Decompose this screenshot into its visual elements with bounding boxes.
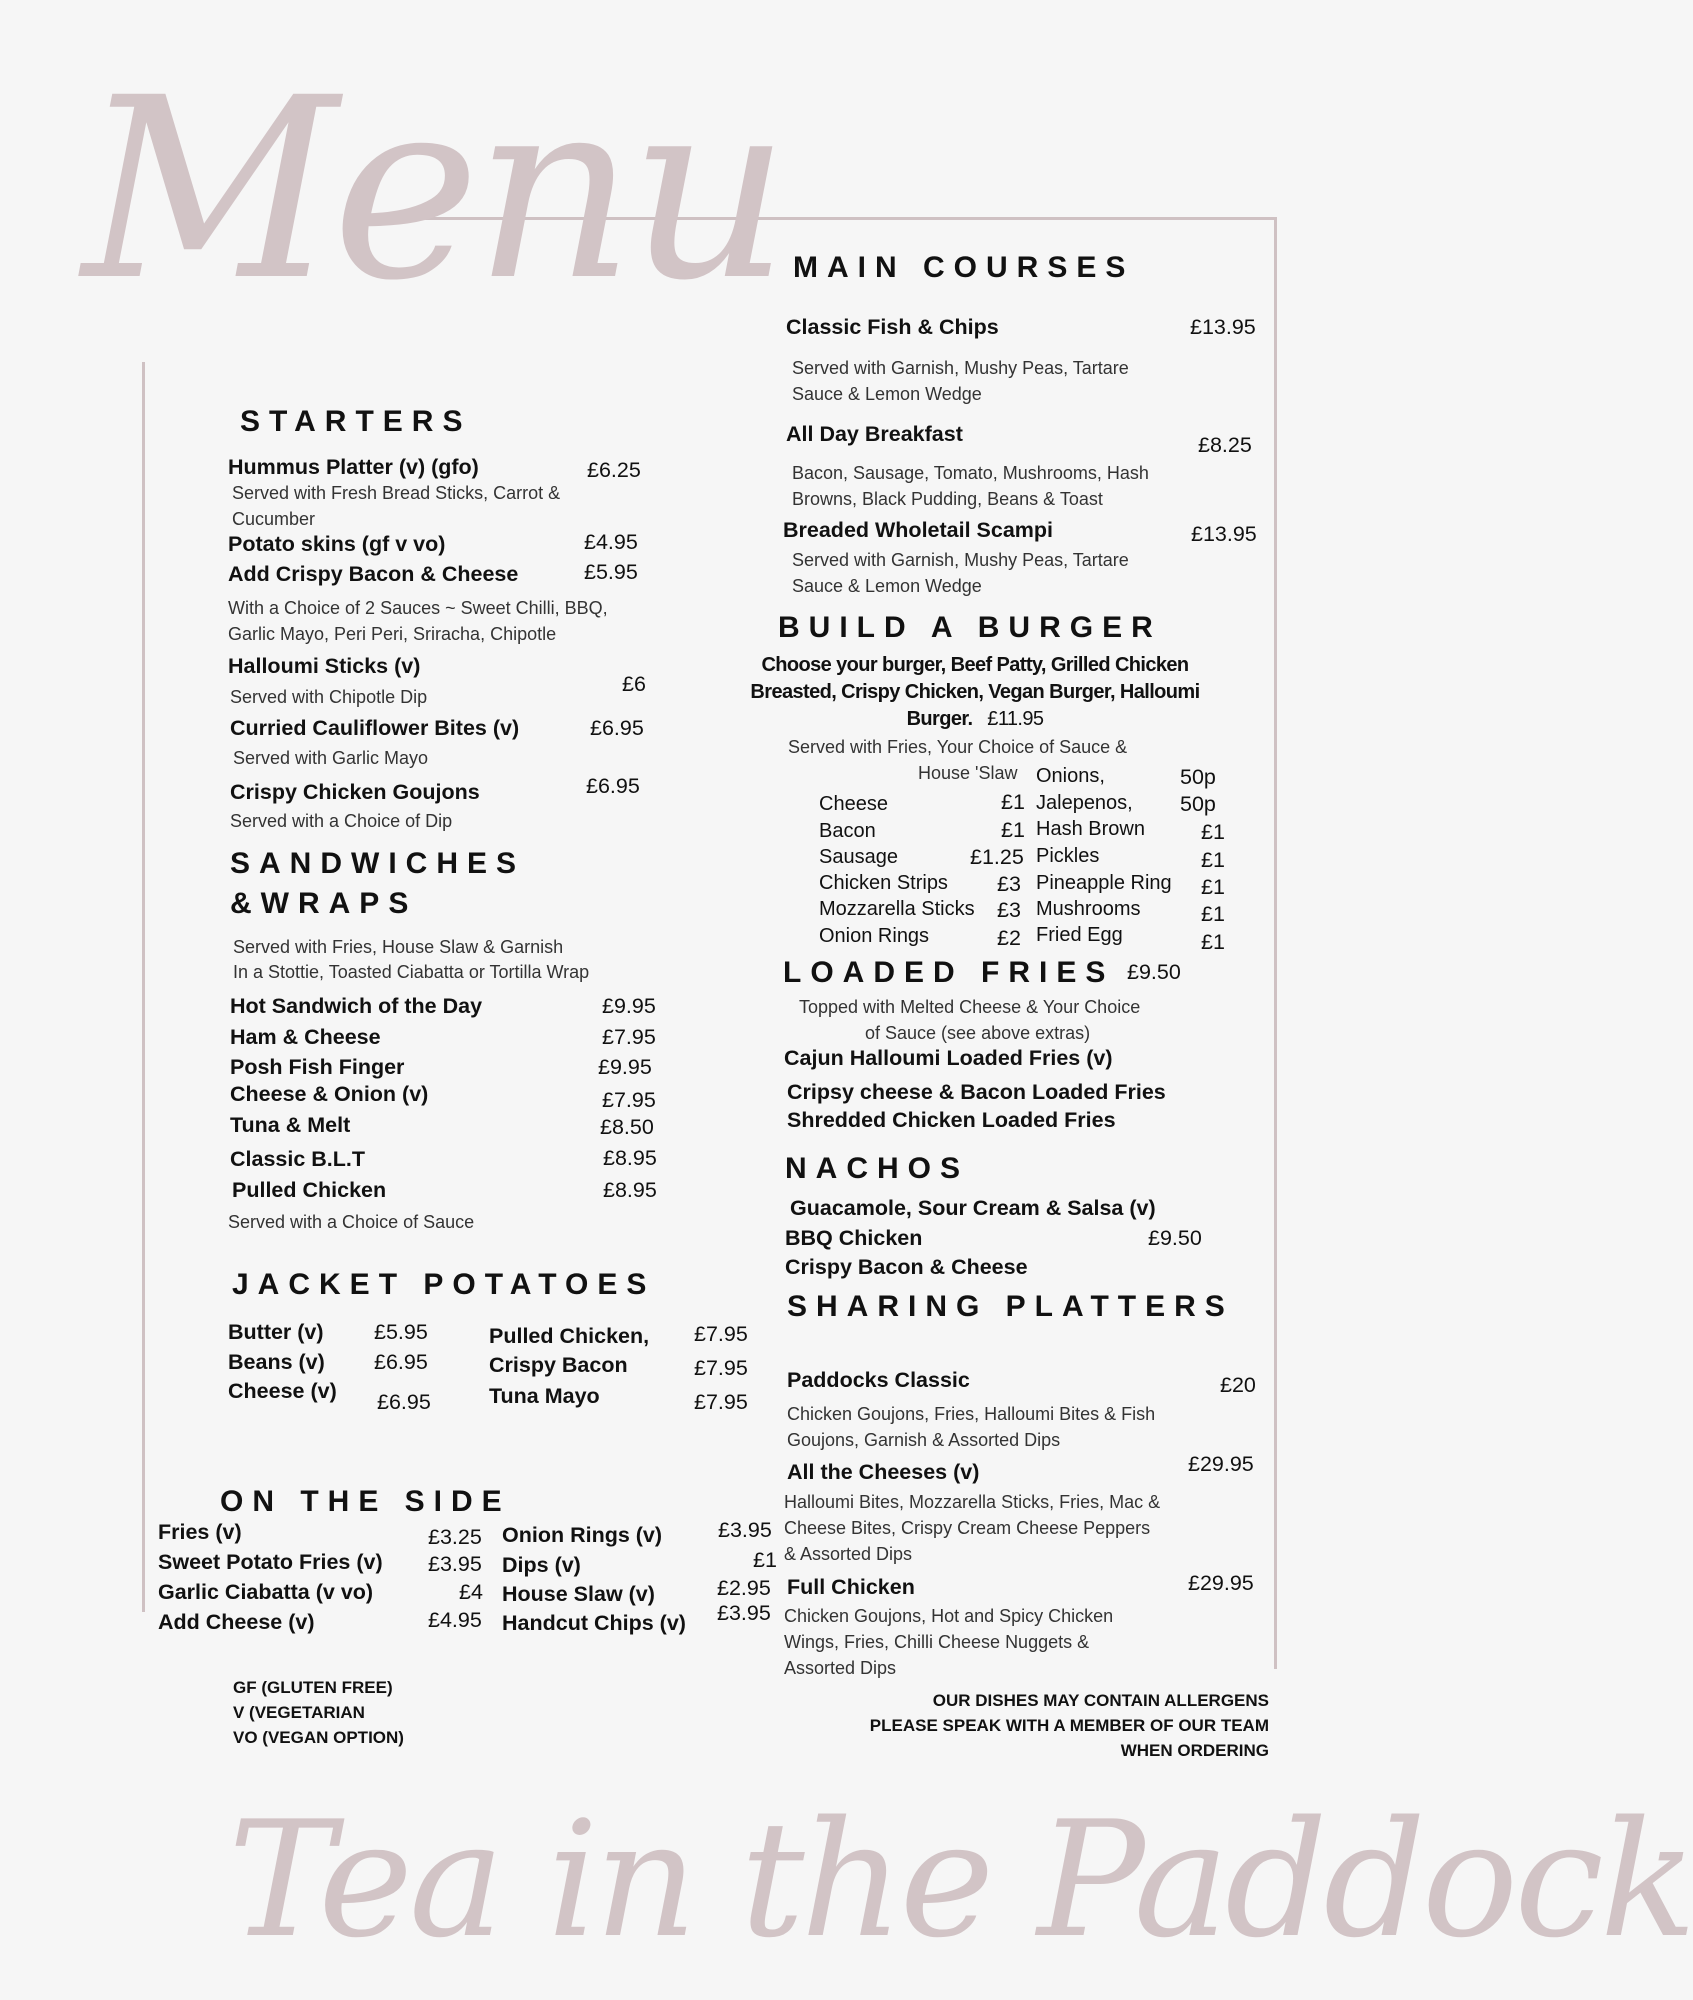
allergen-line-3: WHEN ORDERING [1120, 1741, 1269, 1760]
platter-chicken-name: Full Chicken [787, 1575, 915, 1599]
extra-mushrooms-name: Mushrooms [1036, 898, 1141, 920]
sandwiches-note: Served with a Choice of Sauce [228, 1212, 475, 1232]
menu-script-title: Menu [82, 44, 784, 335]
platter-classic-price: £20 [1220, 1373, 1256, 1397]
burger-intro [740, 652, 1210, 733]
mains-heading: MAIN COURSES [793, 251, 1135, 284]
main-breakfast-desc: Bacon, Sausage, Tomato, Mushrooms, Hash Browns, Black Pudding, Beans & Toast [792, 463, 1149, 509]
sandwich-tuna-melt-name: Tuna & Melt [230, 1113, 351, 1137]
extra-mozzarella-name: Mozzarella Sticks [819, 898, 975, 920]
frame-left-line [142, 362, 145, 1612]
side-sweet-potato-price: £3.95 [428, 1552, 482, 1576]
jacket-butter-name: Butter (v) [228, 1320, 324, 1344]
burger-price: £11.95 [987, 708, 1044, 730]
extra-mozzarella-price: £3 [997, 898, 1021, 922]
extra-sausage-name: Sausage [819, 846, 898, 868]
nachos-item-guacamole: Guacamole, Sour Cream & Salsa (v) [790, 1196, 1156, 1220]
platter-classic-desc: Chicken Goujons, Fries, Halloumi Bites & Fish Goujons, Garnish & Assorted Dips [787, 1404, 1156, 1450]
side-onion-rings-price: £3.95 [718, 1518, 772, 1542]
allergen-notice [870, 1688, 1269, 1763]
extra-onion-rings-price: £2 [997, 926, 1021, 950]
starter-cauliflower-name: Curried Cauliflower Bites (v) [230, 716, 520, 740]
sandwich-cheese-onion-price: £7.95 [602, 1088, 656, 1112]
extra-fried-egg-price: £1 [1201, 930, 1225, 954]
extra-onion-rings-name: Onion Rings [819, 925, 930, 947]
jacket-pulled-chicken-price: £7.95 [694, 1322, 748, 1346]
main-scampi-price: £13.95 [1191, 522, 1257, 546]
loaded-item-cheese-bacon: Cripsy cheese & Bacon Loaded Fries [787, 1080, 1166, 1104]
jacket-beans-name: Beans (v) [228, 1350, 325, 1374]
platter-chicken-desc: Chicken Goujons, Hot and Spicy Chicken Wings, Fries, Chilli Cheese Nuggets & Assorted Dips [784, 1606, 1114, 1678]
extra-sausage-price: £1.25 [970, 845, 1024, 869]
starter-halloumi-name: Halloumi Sticks (v) [228, 654, 421, 678]
extra-pickles-name: Pickles [1036, 845, 1100, 867]
side-garlic-ciabatta-name: Garlic Ciabatta (v vo) [158, 1580, 374, 1604]
sandwich-cheese-onion-name: Cheese & Onion (v) [230, 1082, 429, 1106]
extra-pineapple-name: Pineapple Ring [1036, 872, 1172, 894]
platter-cheeses-desc: Halloumi Bites, Mozzarella Sticks, Fries, Mac & Cheese Bites, Crispy Cream Cheese Peppers & Assorted Dips [784, 1492, 1161, 1564]
starter-halloumi-price: £6 [622, 672, 646, 696]
legend-gf: GF (GLUTEN FREE) [233, 1678, 393, 1697]
extra-chicken-strips-name: Chicken Strips [819, 872, 948, 894]
side-fries-price: £3.25 [428, 1525, 482, 1549]
side-fries-name: Fries (v) [158, 1520, 242, 1544]
sides-heading: ON THE SIDE [220, 1485, 511, 1518]
starter-potato-skins-price: £4.95 [584, 530, 638, 554]
side-handcut-chips-price: £3.95 [717, 1601, 771, 1625]
jacket-tuna-mayo-name: Tuna Mayo [489, 1384, 600, 1408]
burger-served-2: House 'Slaw [918, 763, 1018, 783]
loaded-desc-1: Topped with Melted Cheese & Your Choice [799, 997, 1141, 1017]
main-breakfast-name: All Day Breakfast [786, 422, 963, 446]
starter-goujons-desc: Served with a Choice of Dip [230, 811, 453, 831]
sandwich-ham-cheese-name: Ham & Cheese [230, 1025, 381, 1049]
sandwiches-heading: SANDWICHES [230, 847, 526, 880]
main-breakfast-price: £8.25 [1198, 433, 1252, 457]
sandwich-fish-finger-name: Posh Fish Finger [230, 1055, 405, 1079]
jacket-cheese-name: Cheese (v) [228, 1379, 337, 1403]
sandwich-hot-day-price: £9.95 [602, 994, 656, 1018]
burger-heading: BUILD A BURGER [778, 611, 1162, 644]
side-house-slaw-name: House Slaw (v) [502, 1582, 655, 1606]
side-dips-price: £1 [753, 1548, 777, 1572]
jacket-butter-price: £5.95 [374, 1320, 428, 1344]
allergen-line-1: OUR DISHES MAY CONTAIN ALLERGENS [932, 1691, 1269, 1710]
footer-script-title: Tea in the Paddock [228, 1786, 1693, 1973]
frame-right-line [1274, 217, 1277, 1669]
side-onion-rings-name: Onion Rings (v) [502, 1523, 663, 1547]
extra-cheese-name: Cheese [819, 793, 888, 815]
main-fish-chips-name: Classic Fish & Chips [786, 315, 999, 339]
sandwich-tuna-melt-price: £8.50 [600, 1115, 654, 1139]
main-fish-chips-price: £13.95 [1190, 315, 1256, 339]
extra-hash-brown-name: Hash Brown [1036, 818, 1145, 840]
platters-heading: SHARING PLATTERS [787, 1290, 1234, 1323]
side-dips-name: Dips (v) [502, 1553, 581, 1577]
burger-intro-line-1: Choose your burger, Beef Patty, Grilled Chicken [761, 654, 1189, 676]
side-handcut-chips-name: Handcut Chips (v) [502, 1611, 686, 1635]
extra-hash-brown-price: £1 [1201, 820, 1225, 844]
legend-vo: VO (VEGAN OPTION) [233, 1728, 404, 1747]
extra-fried-egg-name: Fried Egg [1036, 924, 1123, 946]
starter-potato-skins-name: Potato skins (gf v vo) [228, 532, 446, 556]
extra-pineapple-price: £1 [1201, 875, 1225, 899]
loaded-item-shredded-chicken: Shredded Chicken Loaded Fries [787, 1108, 1116, 1132]
sandwich-blt-price: £8.95 [603, 1146, 657, 1170]
starter-bacon-cheese-desc: With a Choice of 2 Sauces ~ Sweet Chilli, BBQ, Garlic Mayo, Peri Peri, Sriracha, Chipotle [228, 598, 608, 644]
starter-halloumi-desc: Served with Chipotle Dip [230, 687, 428, 707]
extra-jalepenos-price: 50p [1180, 792, 1216, 816]
main-scampi-name: Breaded Wholetail Scampi [783, 518, 1054, 542]
extra-onions-name: Onions, [1036, 765, 1105, 787]
starter-hummus-desc: Served with Fresh Bread Sticks, Carrot & Cucumber [232, 483, 561, 529]
loaded-item-cajun: Cajun Halloumi Loaded Fries (v) [784, 1046, 1113, 1070]
sandwich-blt-name: Classic B.L.T [230, 1147, 366, 1171]
extra-chicken-strips-price: £3 [997, 872, 1021, 896]
main-scampi-desc: Served with Garnish, Mushy Peas, Tartare Sauce & Lemon Wedge [792, 550, 1129, 596]
starters-heading: STARTERS [240, 405, 472, 438]
jacket-crispy-bacon-price: £7.95 [694, 1356, 748, 1380]
jacket-heading: JACKET POTATOES [232, 1268, 656, 1301]
jacket-crispy-bacon-name: Crispy Bacon [489, 1353, 628, 1377]
burger-intro-line-2: Breasted, Crispy Chicken, Vegan Burger, Halloumi [750, 681, 1200, 703]
platter-chicken-price: £29.95 [1188, 1571, 1254, 1595]
extra-pickles-price: £1 [1201, 848, 1225, 872]
jacket-cheese-price: £6.95 [377, 1390, 431, 1414]
jacket-pulled-chicken-name: Pulled Chicken, [489, 1324, 650, 1348]
side-add-cheese-name: Add Cheese (v) [158, 1610, 315, 1634]
jacket-tuna-mayo-price: £7.95 [694, 1390, 748, 1414]
side-add-cheese-price: £4.95 [428, 1608, 482, 1632]
sandwich-hot-day-name: Hot Sandwich of the Day [230, 994, 483, 1018]
platter-cheeses-price: £29.95 [1188, 1452, 1254, 1476]
sandwiches-desc-1: Served with Fries, House Slaw & Garnish [233, 937, 564, 957]
sandwich-ham-cheese-price: £7.95 [602, 1025, 656, 1049]
jacket-beans-price: £6.95 [374, 1350, 428, 1374]
loaded-desc-2: of Sauce (see above extras) [865, 1023, 1091, 1043]
platter-cheeses-name: All the Cheeses (v) [787, 1460, 980, 1484]
nachos-item-bbq: BBQ Chicken [785, 1226, 923, 1250]
side-house-slaw-price: £2.95 [717, 1576, 771, 1600]
starter-hummus-name: Hummus Platter (v) (gfo) [228, 455, 479, 479]
nachos-item-bacon-cheese: Crispy Bacon & Cheese [785, 1255, 1028, 1279]
starter-goujons-name: Crispy Chicken Goujons [230, 780, 480, 804]
starter-goujons-price: £6.95 [586, 774, 640, 798]
wraps-heading: &WRAPS [230, 887, 418, 920]
platter-classic-name: Paddocks Classic [787, 1368, 970, 1392]
extra-jalepenos-name: Jalepenos, [1036, 792, 1133, 814]
starter-hummus-price: £6.25 [587, 458, 641, 482]
nachos-price: £9.50 [1148, 1226, 1202, 1250]
allergen-line-2: PLEASE SPEAK WITH A MEMBER OF OUR TEAM [869, 1716, 1269, 1735]
extra-mushrooms-price: £1 [1201, 902, 1225, 926]
extra-bacon-price: £1 [1001, 818, 1025, 842]
starter-bacon-cheese-price: £5.95 [584, 560, 638, 584]
starter-cauliflower-price: £6.95 [590, 716, 644, 740]
sandwich-pulled-chicken-price: £8.95 [603, 1178, 657, 1202]
sandwich-pulled-chicken-name: Pulled Chicken [232, 1178, 387, 1202]
sandwiches-desc-2: In a Stottie, Toasted Ciabatta or Tortilla Wrap [233, 962, 590, 982]
loaded-price: £9.50 [1127, 960, 1181, 984]
extra-bacon-name: Bacon [819, 820, 876, 842]
burger-intro-line-3 [740, 706, 1210, 733]
starter-cauliflower-desc: Served with Garlic Mayo [233, 748, 429, 768]
burger-intro-burger: Burger. [906, 708, 973, 730]
loaded-heading: LOADED FRIES [783, 956, 1115, 989]
extra-onions-price: 50p [1180, 765, 1216, 789]
extra-cheese-price: £1 [1001, 790, 1025, 814]
side-sweet-potato-name: Sweet Potato Fries (v) [158, 1550, 383, 1574]
side-garlic-ciabatta-price: £4 [459, 1580, 483, 1604]
burger-served-1: Served with Fries, Your Choice of Sauce & [788, 737, 1128, 757]
sandwich-fish-finger-price: £9.95 [598, 1055, 652, 1079]
main-fish-chips-desc: Served with Garnish, Mushy Peas, Tartare Sauce & Lemon Wedge [792, 358, 1129, 404]
starter-bacon-cheese-name: Add Crispy Bacon & Cheese [228, 562, 519, 586]
nachos-heading: NACHOS [785, 1152, 970, 1185]
legend-v: V (VEGETARIAN [233, 1703, 365, 1722]
